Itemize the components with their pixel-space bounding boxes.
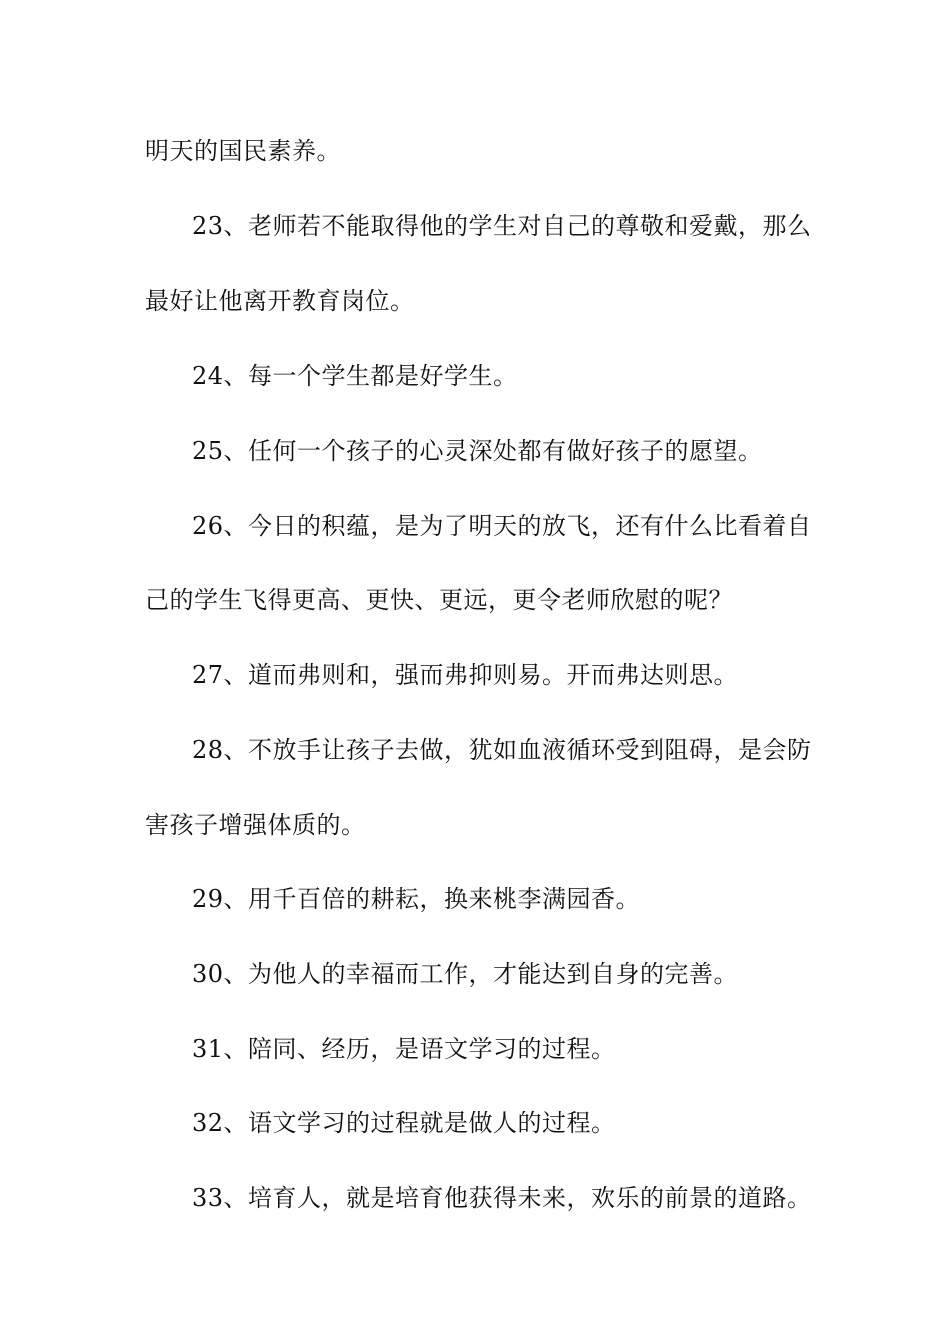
text-line: 明天的国民素养。 xyxy=(145,137,341,165)
text-line: 27、道而弗则和，强而弗抑则易。开而弗达则思。 xyxy=(192,661,739,689)
text-line: 32、语文学习的过程就是做人的过程。 xyxy=(192,1109,616,1137)
text-line: 26、今日的积蕴，是为了明天的放飞，还有什么比看着自 xyxy=(192,512,812,540)
text-line: 30、为他人的幸福而工作，才能达到自身的完善。 xyxy=(192,960,739,988)
text-line: 24、每一个学生都是好学生。 xyxy=(192,362,518,390)
text-line: 25、任何一个孩子的心灵深处都有做好孩子的愿望。 xyxy=(192,437,763,465)
text-line: 31、陪同、经历，是语文学习的过程。 xyxy=(192,1035,616,1063)
text-line: 28、不放手让孩子去做，犹如血液循环受到阻碍，是会防 xyxy=(192,736,812,764)
text-line: 29、用千百倍的耕耘，换来桃李满园香。 xyxy=(192,885,641,913)
text-line: 害孩子增强体质的。 xyxy=(145,811,366,839)
text-line: 最好让他离开教育岗位。 xyxy=(145,287,415,315)
text-line: 己的学生飞得更高、更快、更远，更令老师欣慰的呢？ xyxy=(145,586,733,614)
text-line: 33、培育人，就是培育他获得未来，欢乐的前景的道路。 xyxy=(192,1184,812,1212)
text-line: 23、老师若不能取得他的学生对自己的尊敬和爱戴，那么 xyxy=(192,212,812,240)
